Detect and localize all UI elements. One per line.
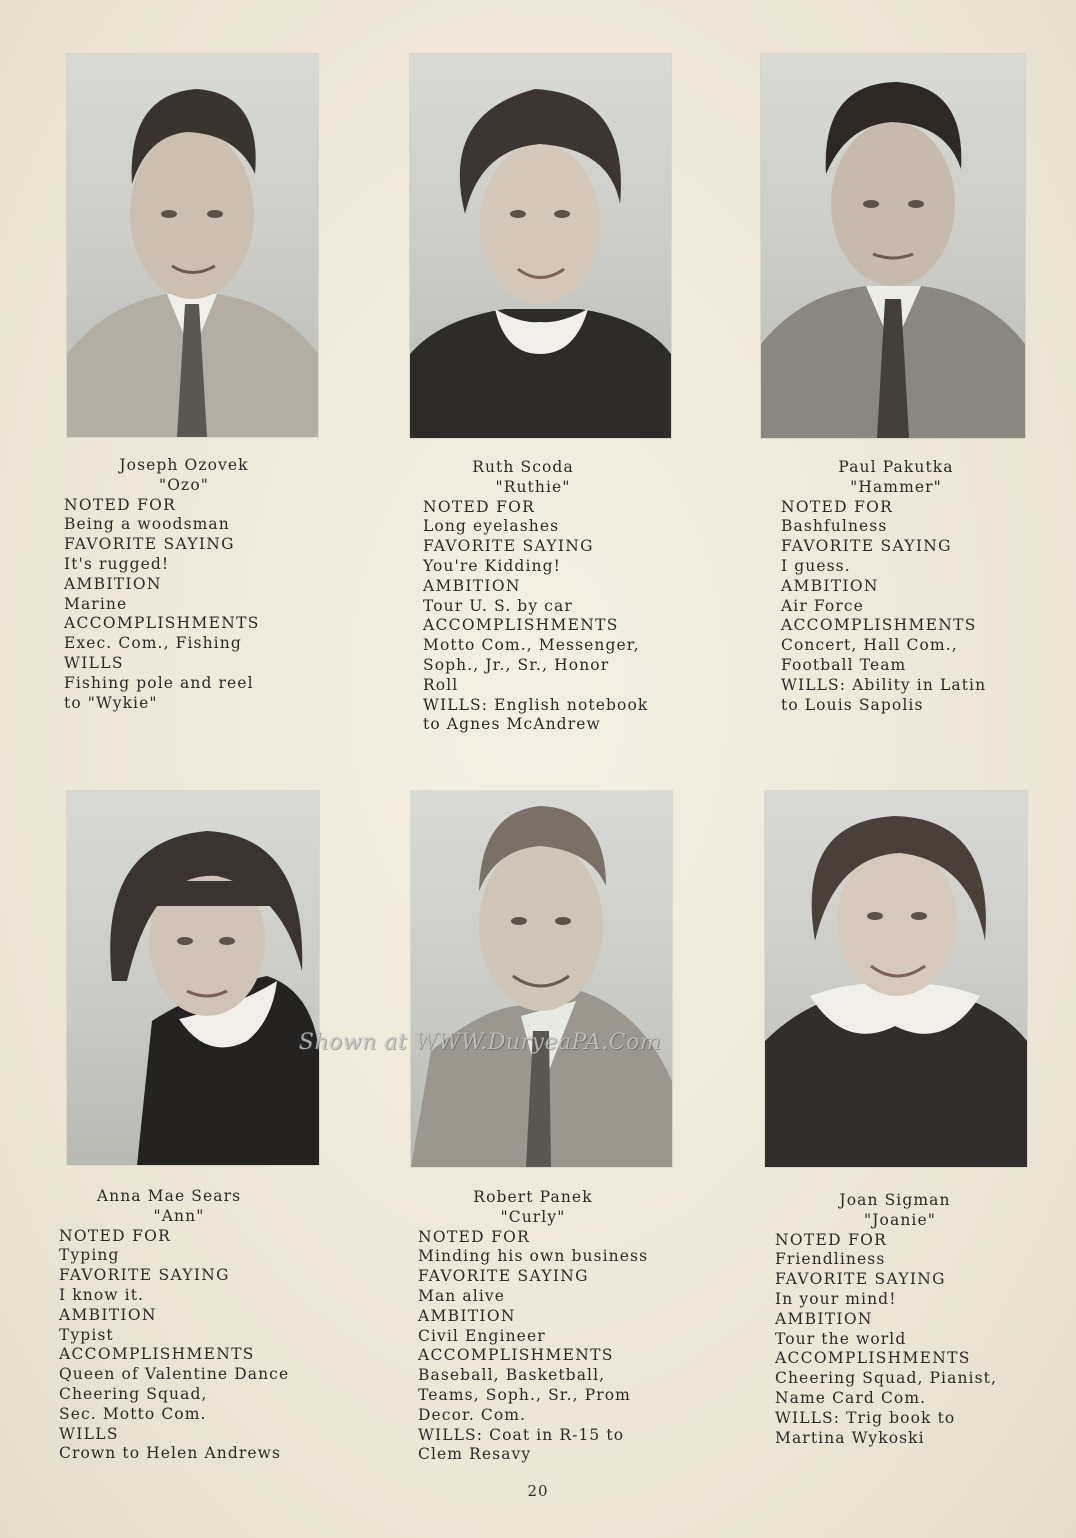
- ambition-label: AMBITION: [418, 1306, 516, 1325]
- student-nickname: "Hammer": [850, 477, 942, 496]
- portrait-boy-suit-tie: [67, 54, 318, 437]
- accomplishments-line: Decor. Com.: [418, 1405, 527, 1424]
- favorite-saying-label: FAVORITE SAYING: [418, 1267, 589, 1286]
- noted-for-label: NOTED FOR: [775, 1230, 888, 1249]
- ambition-line: Typist: [59, 1325, 114, 1344]
- wills-line: to Agnes McAndrew: [423, 715, 601, 734]
- favorite-saying-line: In your mind!: [775, 1289, 897, 1308]
- favorite-saying-line: You're Kidding!: [423, 556, 561, 575]
- wills-line: to "Wykie": [64, 693, 158, 712]
- portrait-girl-dark-sweater: [67, 791, 319, 1165]
- watermark: Shown at WWW.DuryeaPA.Com: [298, 1030, 662, 1055]
- student-name: Joseph Ozovek: [119, 456, 249, 474]
- favorite-saying-line: It's rugged!: [64, 554, 170, 573]
- accomplishments-label: ACCOMPLISHMENTS: [781, 616, 977, 635]
- student-nickname: "Ruthie": [495, 477, 571, 496]
- student-nickname: "Ozo": [159, 475, 209, 494]
- noted-for-line: Bashfulness: [781, 517, 888, 536]
- noted-for-line: Minding his own business: [418, 1247, 649, 1266]
- portrait-photo: [67, 54, 318, 437]
- favorite-saying-label: FAVORITE SAYING: [775, 1270, 946, 1289]
- ambition-label: AMBITION: [59, 1305, 157, 1324]
- accomplishments-line: Motto Com., Messenger,: [423, 636, 640, 655]
- wills-label: WILLS: [59, 1424, 119, 1443]
- favorite-saying-label: FAVORITE SAYING: [781, 537, 952, 556]
- wills-line: WILLS: Ability in Latin: [781, 675, 987, 694]
- portrait-boy-tweed: [761, 54, 1025, 438]
- noted-for-line: Being a woodsman: [64, 515, 230, 534]
- ambition-label: AMBITION: [775, 1309, 873, 1328]
- noted-for-line: Long eyelashes: [423, 517, 560, 536]
- page-number: 20: [527, 1482, 549, 1500]
- accomplishments-line: Soph., Jr., Sr., Honor: [423, 655, 610, 674]
- noted-for-label: NOTED FOR: [64, 495, 177, 514]
- ambition-line: Tour the world: [775, 1329, 907, 1348]
- student-nickname: "Curly": [500, 1207, 566, 1226]
- favorite-saying-label: FAVORITE SAYING: [64, 535, 235, 554]
- accomplishments-line: Baseball, Basketball,: [418, 1366, 606, 1385]
- student-entry: [775, 1191, 1035, 1448]
- student-nickname: "Ann": [153, 1206, 205, 1225]
- favorite-saying-line: I know it.: [59, 1285, 145, 1304]
- accomplishments-line: Teams, Soph., Sr., Prom: [418, 1385, 631, 1404]
- accomplishments-line: Concert, Hall Com.,: [781, 636, 958, 655]
- ambition-line: Tour U. S. by car: [423, 596, 573, 615]
- portrait-boy-crewcut: [411, 791, 672, 1167]
- accomplishments-line: Cheering Squad,: [59, 1384, 208, 1403]
- accomplishments-line: Queen of Valentine Dance: [59, 1365, 290, 1384]
- accomplishments-line: Roll: [423, 675, 459, 694]
- ambition-line: Air Force: [781, 596, 864, 615]
- noted-for-label: NOTED FOR: [781, 497, 894, 516]
- student-entry: [64, 456, 304, 713]
- student-name: Joan Sigman: [839, 1191, 951, 1209]
- ambition-label: AMBITION: [64, 574, 162, 593]
- wills-line: Martina Wykoski: [775, 1428, 925, 1447]
- accomplishments-line: Exec. Com., Fishing: [64, 634, 242, 653]
- accomplishments-line: Cheering Squad, Pianist,: [775, 1369, 998, 1388]
- ambition-label: AMBITION: [423, 576, 521, 595]
- wills-line: to Louis Sapolis: [781, 695, 924, 714]
- wills-label: WILLS: [64, 653, 124, 672]
- portrait-photo: [67, 791, 319, 1165]
- ambition-line: Marine: [64, 594, 128, 613]
- student-name: Paul Pakutka: [838, 458, 954, 476]
- favorite-saying-line: Man alive: [418, 1286, 506, 1305]
- student-entry: [418, 1188, 678, 1465]
- portrait-photo: [765, 791, 1027, 1167]
- favorite-saying-line: I guess.: [781, 556, 851, 575]
- student-entry: [59, 1187, 329, 1464]
- accomplishments-line: Sec. Motto Com.: [59, 1404, 207, 1423]
- student-name: Robert Panek: [473, 1188, 593, 1206]
- wills-line: Clem Resavy: [418, 1445, 532, 1464]
- student-entry: [781, 458, 1041, 715]
- noted-for-line: Typing: [59, 1246, 120, 1265]
- portrait-photo: [411, 791, 672, 1167]
- portrait-girl-white-collar: [765, 791, 1027, 1167]
- noted-for-label: NOTED FOR: [418, 1227, 531, 1246]
- accomplishments-label: ACCOMPLISHMENTS: [64, 614, 260, 633]
- portrait-photo: [410, 54, 671, 438]
- accomplishments-label: ACCOMPLISHMENTS: [59, 1345, 255, 1364]
- ambition-label: AMBITION: [781, 576, 879, 595]
- accomplishments-line: Football Team: [781, 655, 907, 674]
- student-name: Anna Mae Sears: [96, 1187, 242, 1205]
- noted-for-label: NOTED FOR: [59, 1226, 172, 1245]
- wills-line: Crown to Helen Andrews: [59, 1444, 282, 1463]
- accomplishments-label: ACCOMPLISHMENTS: [775, 1349, 971, 1368]
- accomplishments-label: ACCOMPLISHMENTS: [423, 616, 619, 635]
- wills-line: WILLS: Trig book to: [775, 1408, 956, 1427]
- wills-line: WILLS: English notebook: [423, 695, 649, 714]
- student-entry: [423, 458, 683, 735]
- accomplishments-label: ACCOMPLISHMENTS: [418, 1346, 614, 1365]
- wills-line: Fishing pole and reel: [64, 673, 254, 692]
- accomplishments-line: Name Card Com.: [775, 1388, 927, 1407]
- noted-for-line: Friendliness: [775, 1250, 886, 1269]
- favorite-saying-label: FAVORITE SAYING: [59, 1266, 230, 1285]
- student-name: Ruth Scoda: [472, 458, 574, 476]
- ambition-line: Civil Engineer: [418, 1326, 546, 1345]
- wills-line: WILLS: Coat in R-15 to: [418, 1425, 625, 1444]
- noted-for-label: NOTED FOR: [423, 497, 536, 516]
- portrait-girl-collar: [410, 54, 671, 438]
- portrait-photo: [761, 54, 1025, 438]
- favorite-saying-label: FAVORITE SAYING: [423, 537, 594, 556]
- student-nickname: "Joanie": [864, 1210, 936, 1229]
